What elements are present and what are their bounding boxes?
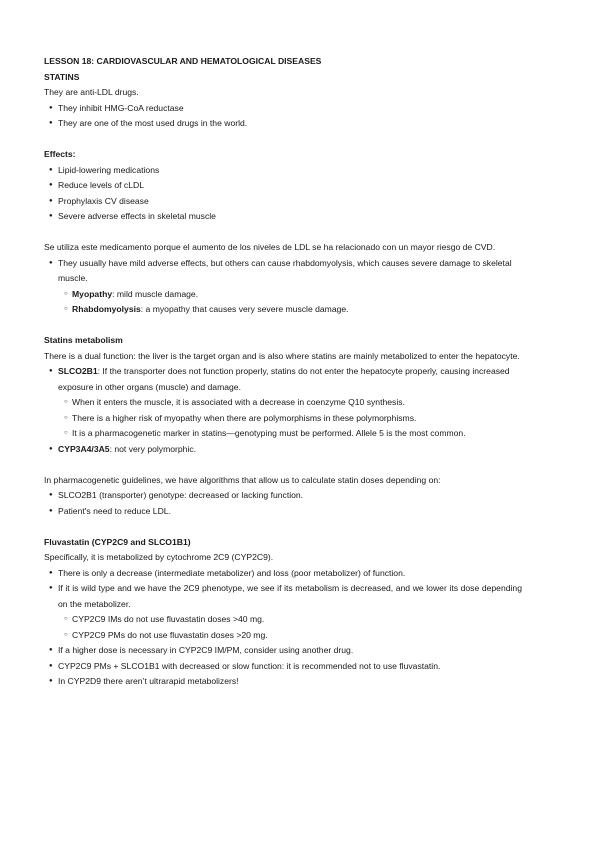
list-item: ● Lipid-lowering medications	[44, 163, 522, 179]
lesson-title: LESSON 18: CARDIOVASCULAR AND HEMATOLOGICAL DISEASES	[44, 56, 322, 66]
definition: : not very polymorphic.	[109, 443, 197, 454]
list-item: ● Reduce levels of cLDL	[44, 178, 522, 194]
list-item: ● CYP2C9 PMs + SLCO1B1 with decreased or slow function: it is recommended not to use fluvastatin.	[44, 659, 522, 675]
fluvastatin-heading: Fluvastatin (CYP2C9 and SLCO1B1)	[44, 536, 191, 547]
metabolism-list	[44, 364, 522, 457]
list-item: ● They are one of the most used drugs in the world.	[44, 116, 522, 132]
definition: : a myopathy that causes very severe muscle damage.	[140, 304, 349, 314]
list-item: ● They usually have mild adverse effects, but others can cause rhabdomyolysis, which causes severe damage to skeletal muscle.	[44, 256, 522, 287]
sub-list-item: ○ It is a pharmacogenetic marker in statins—genotyping must be performed. Allele 5 is the most common.	[44, 426, 522, 442]
sub-list-item: ○ CYP2C9 PMs do not use fluvastatin doses >20 mg.	[44, 628, 522, 644]
document-content	[44, 54, 522, 690]
statins-heading: STATINS	[44, 71, 80, 82]
fluvastatin-intro: Specifically, it is metabolized by cytochrome 2C9 (CYP2C9).	[44, 552, 274, 562]
guidelines-intro: In pharmacogenetic guidelines, we have algorithms that allow us to calculate statin doses depending on:	[44, 474, 441, 485]
list-item: ● In CYP2D9 there aren’t ultrarapid metabolizers!	[44, 674, 522, 690]
guidelines-list	[44, 488, 522, 519]
sub-list-item	[44, 287, 522, 303]
definition: : If the transporter does not function properly, statins do not enter the hepatocyte properly, causing increased exposure in other organs (muscle) and damage.	[58, 366, 510, 392]
list-item: ● If a higher dose is necessary in CYP2C9 IM/PM, consider using another drug.	[44, 643, 522, 659]
list-item: ● If it is wild type and we have the 2C9 phenotype, we see if its metabolism is decreased, and we lower its dose depending on the metabolizer.	[44, 581, 522, 612]
statins-list	[44, 101, 522, 132]
metabolism-heading: Statins metabolism	[44, 335, 123, 345]
sub-list-item: ○ When it enters the muscle, it is associated with a decrease in coenzyme Q10 synthesis.	[44, 395, 522, 411]
list-item: ● Prophylaxis CV disease	[44, 194, 522, 210]
term: Myopathy	[72, 288, 113, 299]
term: CYP3A4/3A5	[58, 443, 110, 454]
adverse-list	[44, 256, 522, 318]
list-item: ● Patient's need to reduce LDL.	[44, 504, 522, 520]
list-item: ● SLCO2B1 (transporter) genotype: decreased or lacking function.	[44, 488, 522, 504]
sub-list-item: ○ CYP2C9 IMs do not use fluvastatin doses >40 mg.	[44, 612, 522, 628]
metabolism-intro: There is a dual function: the liver is the target organ and is also where statins are mainly metabolized to enter the hepatocyte.	[44, 350, 520, 361]
term: Rhabdomyolysis	[72, 304, 141, 314]
list-item	[44, 364, 522, 395]
effects-heading: Effects:	[44, 149, 76, 159]
list-item: ● They inhibit HMG-CoA reductase	[44, 101, 522, 117]
list-item: ● There is only a decrease (intermediate metabolizer) and loss (poor metabolizer) of function.	[44, 566, 522, 582]
list-item	[44, 442, 522, 458]
fluvastatin-list	[44, 566, 522, 690]
list-item: ● Severe adverse effects in skeletal muscle	[44, 209, 522, 225]
definition: : mild muscle damage.	[112, 288, 199, 299]
sub-list-item: ○ There is a higher risk of myopathy when there are polymorphisms in these polymorphisms.	[44, 411, 522, 427]
sub-list-item	[44, 302, 522, 318]
spanish-note: Se utiliza este medicamento porque el aumento de los niveles de LDL se ha relacionado con un mayor riesgo de CVD.	[44, 242, 496, 252]
term: SLCO2B1	[58, 366, 98, 376]
effects-list	[44, 163, 522, 225]
statins-intro: They are anti-LDL drugs.	[44, 87, 139, 97]
